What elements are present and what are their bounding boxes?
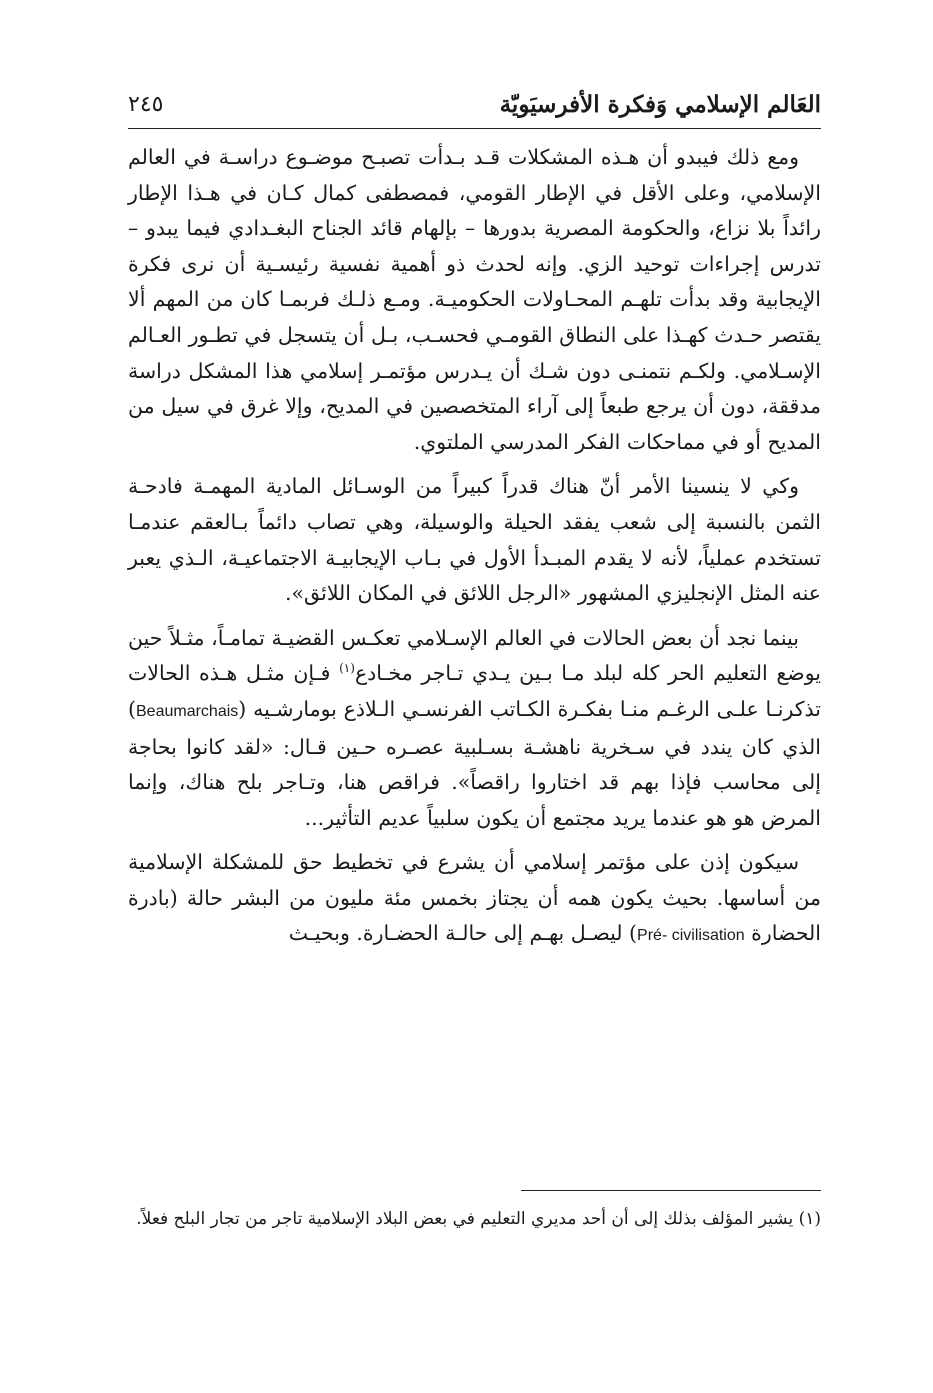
paragraph-2: وكي لا ينسينا الأمر أنّ هناك قدراً كبيراً من الوسـائل المادية المهمـة فادحـة الثمن بالنسبة إلى شعب يفقد الحيلة والوسيلة، وهي تصاب دائماً بـالعقم عندمـا تستخدم عملياً، لأنه لا يقدم المبـدأ الأول في بـاب الإيجابيـة الاجتماعيـة، الـذي يعبر عنه المثل الإنجليزي المشهور «الرجل اللائق في المكان اللائق».	[128, 474, 821, 606]
chapter-title: العَالم الإسلامي وَفكرة الأفرسيَويّة	[499, 91, 821, 118]
footnote-divider	[521, 1190, 821, 1191]
paragraph-4-text-b: ) ليصـل بهـم إلى حالـة الحضـارة. وبحيـث	[288, 921, 638, 946]
header-divider	[128, 128, 821, 129]
paragraph-3	[128, 621, 821, 837]
body-text	[128, 140, 821, 963]
paragraph-3-text-a: بينما نجد أن بعض الحالات في العالم الإسـلامي تعكـس القضيـة تمامـاً، مثـلاً حين يوضع التعليم الحر كله لبلد مـا بـين يـدي تـاجر مخـادع	[128, 625, 821, 686]
footnote: (١) يشير المؤلف بذلك إلى أن أحد مديري التعليم في بعض البلاد الإسلامية تاجر من تجار البلح فعلاً.	[136, 1209, 821, 1229]
paragraph-4-text-a: سيكون إذن على مؤتمر إسلامي أن يشرع في تخطيط حق للمشكلة الإسلامية من أساسها. بحيث يكون همه أن يجتاز بخمس مئة مليون من البشر حالة (بادرة الحضارة	[128, 850, 821, 946]
paragraph-3-text-b: فـإن مثـل هـذه الحالات تذكرنـا علـى الرغـم منـا بفكـرة الكـاتب الفرنسـي الـلاذع بومارشـيه (	[128, 661, 821, 721]
page-number: ٢٤٥	[128, 92, 164, 117]
latin-term-pre-civilisation: Pré- civilisation	[637, 927, 745, 945]
paragraph-4	[128, 845, 821, 954]
footnote-reference[interactable]: (١)	[339, 661, 355, 676]
paragraph-1: ومع ذلك فيبدو أن هـذه المشكلات قـد بـدأت تصبـح موضـوع دراسـة في العالم الإسلامي، وعلى الأقل في الإطار القومي، فمصطفى كمال كـان في هـذا الإطار رائداً بلا نزاع، والحكومة المصرية بدورها – بإلهام قائد الجناح البغـدادي فيما يبدو – تدرس إجراءات توحيد الزي. وإنه لحدث ذو أهمية نفسية رئيسـية أن نرى فكرة الإيجابية وقد بدأت تلهـم المحـاولات الحكوميـة. ومـع ذلـك فربمـا كان من المهم ألا يقتصر حـدث كهـذا على النطاق القومـي فحسـب، بـل أن يتسجل في تطـور العـالم الإسـلامي. ولكـم نتمنـى دون شـك أن يـدرس مؤتمـر إسلامي هذا المشكل دراسة مدققة، دون أن يرجع طبعاً إلى آراء المتخصصين في المديح، وإلا غرق في سيل من المديح أو في مماحكات الفكر المدرسي الملتوي.	[128, 145, 821, 454]
paragraph-3-text-c: ) الذي كان يندد في سـخرية ناهشـة بسـلبية عصـره حـين قـال: «لقد كانوا بحاجة إلى محاسب فإذا بهم قد اختاروا راقصاً». فراقص هنا، وتـاجر بلح هناك، وإنما المرض هو هو عندما يريد مجتمع أن يكون سلبياً عديم التأثير...	[128, 696, 821, 830]
running-header	[128, 88, 821, 122]
latin-term-beaumarchais: Beaumarchais	[136, 702, 239, 720]
